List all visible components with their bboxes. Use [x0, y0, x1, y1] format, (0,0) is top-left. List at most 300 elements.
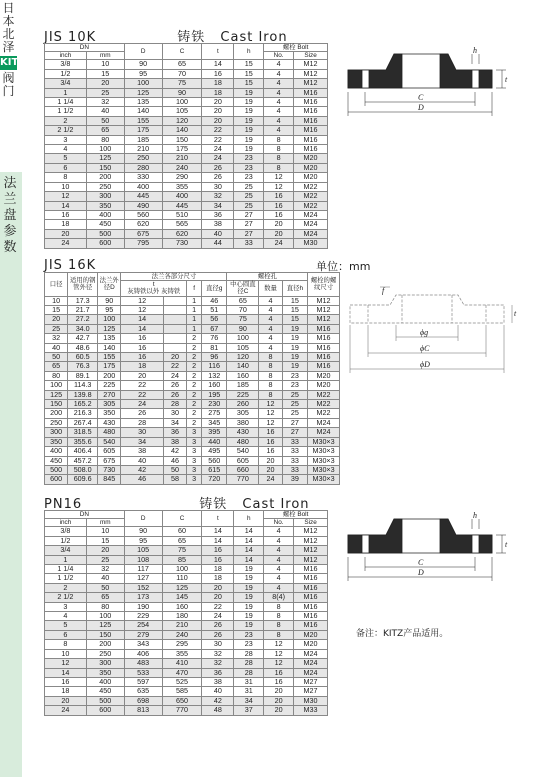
table-cell: 350: [86, 201, 124, 210]
table-cell: 20: [45, 229, 87, 238]
table-cell: 8(4): [264, 593, 294, 602]
table-cell: 16: [45, 210, 87, 219]
table-cell: 19: [234, 602, 264, 611]
table-cell: 21.7: [68, 306, 98, 315]
table-cell: 26: [202, 621, 234, 630]
header-d: D: [124, 44, 162, 60]
table-cell: 108: [124, 555, 162, 564]
table-cell: 33: [234, 239, 264, 248]
table-cell: 22: [121, 381, 163, 390]
table-cell: 100: [227, 334, 259, 343]
table-row: [45, 640, 328, 649]
brand-char: 本: [2, 14, 15, 28]
table-cell: 95: [98, 306, 121, 315]
table-cell: 125: [45, 390, 68, 399]
table-cell: M22: [294, 182, 328, 191]
table-cell: 38: [121, 447, 163, 456]
table-cell: 19: [282, 334, 307, 343]
table-cell: 95: [124, 536, 162, 545]
table-cell: 50: [163, 465, 186, 474]
table-cell: 160: [202, 381, 227, 390]
label-c: C: [418, 558, 424, 567]
table-cell: [163, 296, 186, 305]
table-cell: 155: [124, 116, 162, 125]
table-cell: 160: [162, 602, 202, 611]
table-cell: 1: [187, 296, 202, 305]
table-cell: 675: [124, 229, 162, 238]
table-cell: 400: [45, 447, 68, 456]
table-cell: M20: [294, 640, 328, 649]
table-row: [45, 192, 328, 201]
table-cell: 450: [86, 687, 124, 696]
table-cell: 500: [86, 696, 124, 705]
table-cell: 3: [45, 135, 87, 144]
table-cell: 36: [163, 428, 186, 437]
table-cell: 410: [162, 659, 202, 668]
standard-label: JIS 10K: [44, 30, 97, 45]
table-cell: 620: [162, 229, 202, 238]
table-cell: 185: [124, 135, 162, 144]
table-cell: 12: [264, 182, 294, 191]
table-cell: 400: [124, 182, 162, 191]
table-cell: M12: [308, 315, 340, 324]
brand-logo-text: KITZ: [0, 57, 26, 68]
table-cell: 23: [282, 371, 307, 380]
table-cell: M20: [294, 630, 328, 639]
table-cell: M22: [294, 201, 328, 210]
table-cell: 305: [98, 400, 121, 409]
table-cell: 39: [282, 475, 307, 484]
table-cell: 65: [227, 296, 259, 305]
table-cell: 20: [264, 706, 294, 715]
header-no: No.: [264, 519, 294, 527]
table-cell: 609.6: [68, 475, 98, 484]
table-cell: 150: [86, 630, 124, 639]
table-row: [45, 475, 340, 484]
header-size: Size: [294, 519, 328, 527]
table-cell: 42: [163, 447, 186, 456]
table-cell: 16: [264, 201, 294, 210]
table-cell: 60.5: [68, 353, 98, 362]
table-cell: 125: [86, 621, 124, 630]
table-cell: 27: [234, 229, 264, 238]
table-cell: 260: [227, 400, 259, 409]
table-cell: 42: [202, 696, 234, 705]
table-cell: 18: [45, 220, 87, 229]
table-cell: 500: [45, 465, 68, 474]
table-cell: 85: [162, 555, 202, 564]
table-cell: 110: [162, 574, 202, 583]
table-cell: M16: [294, 88, 328, 97]
table-cell: 50: [86, 583, 124, 592]
table-cell: 2: [45, 116, 87, 125]
table-cell: 90: [98, 296, 121, 305]
table-cell: 229: [124, 612, 162, 621]
table-cell: 1: [187, 324, 202, 333]
table-cell: 36: [202, 210, 234, 219]
table-cell: 75: [162, 546, 202, 555]
table-cell: 730: [162, 239, 202, 248]
table-row: [45, 659, 328, 668]
table-cell: 19: [234, 107, 264, 116]
section-title-char: 数: [3, 240, 17, 255]
table-cell: M16: [294, 126, 328, 135]
table-cell: 24: [264, 239, 294, 248]
table-cell: 33: [282, 465, 307, 474]
table-row: [45, 69, 328, 78]
table-cell: 152: [124, 583, 162, 592]
table-cell: 60: [162, 527, 202, 536]
table-cell: 1: [45, 88, 87, 97]
table-cell: 132: [202, 371, 227, 380]
brand-char: 门: [2, 84, 15, 98]
table-cell: 19: [234, 88, 264, 97]
table-cell: M24: [294, 659, 328, 668]
table-cell: 533: [124, 668, 162, 677]
table-cell: M30×3: [308, 456, 340, 465]
table-cell: 28: [163, 400, 186, 409]
table-cell: 65: [86, 126, 124, 135]
table-cell: M24: [294, 649, 328, 658]
table-cell: 2: [187, 418, 202, 427]
table-cell: 2: [187, 334, 202, 343]
brand-logo: [0, 56, 26, 70]
table-cell: 20: [202, 583, 234, 592]
table-cell: 24: [202, 154, 234, 163]
table-cell: M27: [294, 687, 328, 696]
section-title-char: 兰: [3, 192, 17, 207]
table-cell: 26: [202, 163, 234, 172]
table-cell: 565: [162, 220, 202, 229]
table-cell: 100: [162, 565, 202, 574]
table-cell: M16: [308, 334, 340, 343]
header-pipe-od: 适用的钢管外径: [68, 273, 98, 297]
table-cell: 105: [227, 343, 259, 352]
table-cell: 3: [187, 475, 202, 484]
header-d: D: [124, 511, 162, 527]
table-cell: 250: [124, 154, 162, 163]
table-cell: 32: [202, 192, 234, 201]
table-cell: 34: [202, 201, 234, 210]
table-cell: 15: [234, 60, 264, 69]
table-cell: 210: [124, 145, 162, 154]
table-cell: 70: [162, 69, 202, 78]
table-cell: 4: [264, 527, 294, 536]
table-cell: 20: [259, 456, 282, 465]
table-row: [45, 362, 340, 371]
table-cell: 18: [202, 574, 234, 583]
table-cell: [163, 315, 186, 324]
table-cell: M30: [294, 696, 328, 705]
table-cell: 175: [162, 145, 202, 154]
table-cell: M12: [294, 60, 328, 69]
table-cell: 40: [86, 574, 124, 583]
table-cell: 12: [264, 659, 294, 668]
table-cell: 380: [227, 418, 259, 427]
table-cell: 33: [282, 447, 307, 456]
material-en: Cast Iron: [220, 30, 288, 45]
table-cell: 80: [45, 371, 68, 380]
table-row: [45, 574, 328, 583]
table-cell: 19: [282, 353, 307, 362]
material-cn: 铸铁: [199, 497, 228, 512]
table-cell: 25: [282, 390, 307, 399]
table-cell: 125: [86, 154, 124, 163]
table-cell: 180: [162, 612, 202, 621]
table-cell: 605: [98, 447, 121, 456]
header-qty: 数量: [259, 281, 282, 296]
table-cell: 770: [227, 475, 259, 484]
table-cell: M30×3: [308, 465, 340, 474]
table-cell: 19: [234, 565, 264, 574]
table-cell: 19: [234, 126, 264, 135]
table-cell: 27: [234, 220, 264, 229]
header-inch: inch: [45, 519, 87, 527]
table-cell: 560: [124, 210, 162, 219]
table-cell: 560: [202, 456, 227, 465]
header-hole: 直径h: [282, 281, 307, 296]
table-cell: M16: [308, 362, 340, 371]
table-cell: 250: [86, 182, 124, 191]
table-cell: 18: [202, 565, 234, 574]
table-cell: 8: [264, 621, 294, 630]
table-cell: 730: [98, 465, 121, 474]
table-cell: 2: [45, 583, 87, 592]
table-cell: 250: [86, 649, 124, 658]
table-row: [45, 409, 340, 418]
flange-drawing-1: [342, 40, 514, 120]
table-cell: 2: [187, 409, 202, 418]
table-cell: 4: [264, 126, 294, 135]
table-cell: M30×3: [308, 447, 340, 456]
table-cell: M24: [308, 418, 340, 427]
table-cell: 350: [45, 437, 68, 446]
table-cell: 17.3: [68, 296, 98, 305]
table-cell: 4: [264, 565, 294, 574]
table-cell: 18: [202, 88, 234, 97]
table-cell: M20: [294, 173, 328, 182]
label-t: t: [505, 540, 508, 549]
table-cell: 15: [282, 315, 307, 324]
table-cell: 14: [121, 315, 163, 324]
table-cell: 200: [86, 173, 124, 182]
table-cell: 12: [121, 306, 163, 315]
table-cell: M22: [308, 390, 340, 399]
table-cell: 14: [202, 536, 234, 545]
table-cell: 95: [124, 69, 162, 78]
table-cell: 100: [86, 612, 124, 621]
table-cell: 3/4: [45, 79, 87, 88]
table-cell: 275: [202, 409, 227, 418]
header-bolt: 螺栓 Bolt: [264, 511, 328, 519]
table-cell: 8: [259, 390, 282, 399]
table-cell: 24: [45, 239, 87, 248]
table-cell: 100: [45, 381, 68, 390]
label-c: C: [418, 93, 424, 102]
table-cell: 600: [45, 475, 68, 484]
table-cell: 635: [124, 687, 162, 696]
table-cell: 90: [124, 527, 162, 536]
table-cell: M16: [294, 602, 328, 611]
table-cell: 26: [163, 381, 186, 390]
table-cell: 16: [259, 447, 282, 456]
table-cell: 675: [98, 456, 121, 465]
table-cell: M12: [294, 79, 328, 88]
standard-label: JIS 16K: [44, 258, 97, 273]
table-row: [45, 447, 340, 456]
table-cell: 14: [45, 201, 87, 210]
jis16k-table: [44, 272, 340, 485]
table-cell: 38: [163, 437, 186, 446]
table-cell: M12: [294, 536, 328, 545]
table-cell: [163, 306, 186, 315]
table-cell: 32: [45, 334, 68, 343]
label-phi-c: ϕC: [420, 344, 430, 353]
table-cell: M20: [308, 381, 340, 390]
table-row: [45, 621, 328, 630]
table-cell: 4: [45, 612, 87, 621]
table-cell: 140: [227, 362, 259, 371]
pn16-table: [44, 510, 328, 716]
table-cell: 12: [45, 659, 87, 668]
table-cell: 355.6: [68, 437, 98, 446]
table-cell: 15: [282, 296, 307, 305]
header-c: 中心圆直径C: [227, 281, 259, 296]
table-cell: 3: [187, 437, 202, 446]
table-cell: 470: [162, 668, 202, 677]
table-cell: 500: [86, 229, 124, 238]
table-cell: 600: [86, 706, 124, 715]
table-cell: 135: [98, 334, 121, 343]
table-cell: 585: [162, 687, 202, 696]
table-cell: 81: [202, 343, 227, 352]
table-cell: 2 1/2: [45, 593, 87, 602]
table-cell: 279: [124, 630, 162, 639]
table-cell: 19: [234, 98, 264, 107]
table-cell: M30×3: [308, 475, 340, 484]
table-cell: 3: [187, 465, 202, 474]
table-cell: M22: [308, 400, 340, 409]
table-cell: 20: [45, 315, 68, 324]
table-cell: 216.3: [68, 409, 98, 418]
table-cell: 34: [163, 418, 186, 427]
table-cell: 1 1/2: [45, 107, 87, 116]
table-cell: 38: [202, 677, 234, 686]
table-cell: 23: [234, 640, 264, 649]
table-cell: 34: [121, 437, 163, 446]
table-cell: 127: [124, 574, 162, 583]
table-cell: 120: [227, 353, 259, 362]
header-bolt: 螺栓 Bolt: [264, 44, 328, 52]
table-cell: 14: [202, 527, 234, 536]
table-cell: 30: [202, 640, 234, 649]
table-cell: 16: [202, 555, 234, 564]
table-cell: M16: [294, 612, 328, 621]
table-cell: 31: [234, 687, 264, 696]
table-cell: 8: [45, 173, 87, 182]
table-cell: 330: [124, 173, 162, 182]
table-cell: 18: [202, 79, 234, 88]
table-cell: 22: [202, 135, 234, 144]
table-cell: 4: [264, 116, 294, 125]
table-cell: 58: [163, 475, 186, 484]
table-cell: 30: [163, 409, 186, 418]
table-cell: 4: [259, 315, 282, 324]
table-cell: 4: [264, 574, 294, 583]
table-cell: 225: [227, 390, 259, 399]
table-cell: 16: [121, 343, 163, 352]
table-cell: 4: [259, 343, 282, 352]
table-cell: 165.2: [68, 400, 98, 409]
table-cell: 25: [282, 409, 307, 418]
table-cell: 125: [98, 324, 121, 333]
brand-char: 阀: [2, 71, 15, 85]
table-cell: M24: [294, 220, 328, 229]
table-cell: 140: [98, 343, 121, 352]
table-cell: 1/2: [45, 536, 87, 545]
table-cell: 19: [234, 135, 264, 144]
table-cell: 4: [264, 107, 294, 116]
table-cell: 37: [234, 706, 264, 715]
table-cell: M30×3: [308, 437, 340, 446]
header-ci-other: 灰铸铁以外: [127, 288, 160, 296]
table-cell: 510: [162, 210, 202, 219]
label-t: t: [514, 309, 517, 318]
table-cell: 4: [259, 324, 282, 333]
table-row: [45, 126, 328, 135]
table-cell: 32: [86, 98, 124, 107]
table-cell: 8: [264, 602, 294, 611]
table-cell: 40: [202, 229, 234, 238]
table-cell: 20: [264, 220, 294, 229]
table-cell: M16: [308, 343, 340, 352]
table-cell: 4: [259, 296, 282, 305]
table-cell: 140: [162, 126, 202, 135]
table-row: [45, 668, 328, 677]
material-cn: 铸铁: [177, 30, 206, 45]
label-d: D: [418, 103, 424, 112]
table-cell: 140: [124, 107, 162, 116]
table-cell: 3: [187, 456, 202, 465]
table-cell: 30: [121, 428, 163, 437]
table-cell: 25: [86, 88, 124, 97]
table-cell: 8: [259, 362, 282, 371]
table-cell: 27: [234, 210, 264, 219]
table-cell: M12: [294, 546, 328, 555]
table-cell: 38: [202, 220, 234, 229]
table-cell: M27: [294, 677, 328, 686]
table-cell: 350: [86, 668, 124, 677]
table-cell: 490: [124, 201, 162, 210]
table-cell: 15: [234, 69, 264, 78]
table-cell: 200: [98, 371, 121, 380]
table-cell: 720: [202, 475, 227, 484]
table-cell: 139.8: [68, 390, 98, 399]
table-cell: 46: [163, 456, 186, 465]
table-cell: 305: [227, 409, 259, 418]
table-cell: 26: [163, 390, 186, 399]
table-cell: 70: [227, 306, 259, 315]
table-row: [45, 687, 328, 696]
table-cell: M12: [294, 69, 328, 78]
table-cell: M16: [294, 583, 328, 592]
table-cell: 1: [187, 315, 202, 324]
table-cell: 28: [234, 659, 264, 668]
header-t: [121, 281, 187, 296]
table-row: [45, 239, 328, 248]
table-cell: 23: [234, 154, 264, 163]
table-cell: M33: [294, 706, 328, 715]
